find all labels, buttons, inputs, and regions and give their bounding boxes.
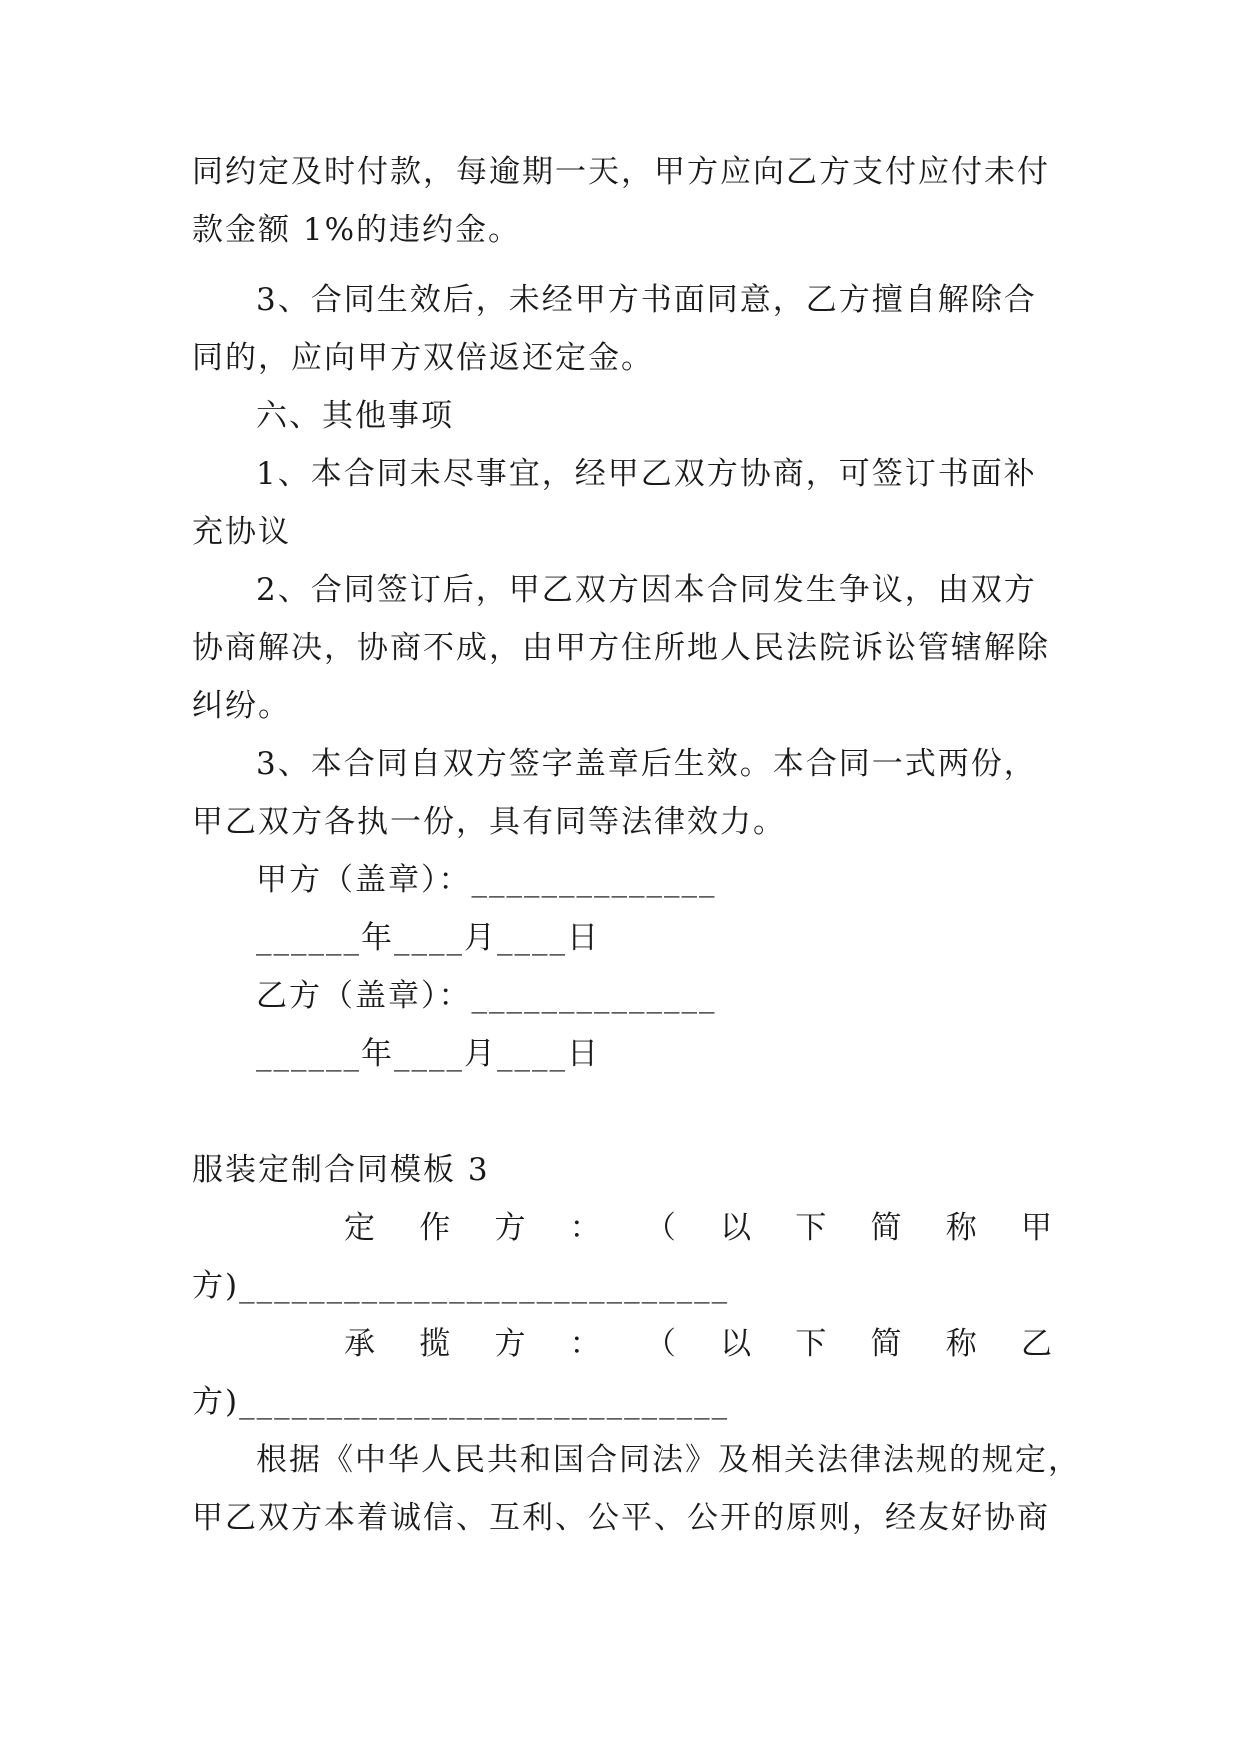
text-line: 3、本合同自双方签字盖章后生效。本合同一式两份，: [256, 746, 1037, 782]
party-a-name-blank: 方)____________________________: [192, 1268, 730, 1304]
text-line: 3、合同生效后，未经甲方书面同意，乙方擅自解除合: [256, 282, 1037, 318]
text-line: 同约定及时付款，每逾期一天，甲方应向乙方支付应付未付: [192, 154, 1050, 190]
text-line: 甲乙双方各执一份，具有同等法律效力。: [192, 804, 786, 840]
text-line: 款金额 1%的违约金。: [192, 212, 522, 248]
text-line: 2、合同签订后，甲乙双方因本合同发生争议，由双方: [256, 572, 1037, 608]
text-line: 充协议: [192, 514, 291, 550]
text-line: 纠纷。: [192, 688, 291, 724]
text-line: 同的，应向甲方双倍返还定金。: [192, 340, 654, 376]
party-b-date: ______年____月____日: [256, 1036, 600, 1072]
section-heading: 六、其他事项: [256, 398, 454, 434]
text-line: 根据《中华人民共和国合同法》及相关法律法规的规定，: [256, 1442, 1081, 1478]
party-a-date: ______年____月____日: [256, 920, 600, 956]
text-line: 协商解决，协商不成，由甲方住所地人民法院诉讼管辖解除: [192, 630, 1050, 666]
text-line: 甲乙双方本着诚信、互利、公平、公开的原则，经友好协商: [192, 1500, 1050, 1536]
party-a-spread-line: 定 作 方 ： （ 以 下 简 称 甲: [344, 1210, 1052, 1246]
party-b-signature: 乙方（盖章）：______________: [256, 978, 717, 1014]
party-a-signature: 甲方（盖章）：______________: [256, 862, 717, 898]
contract-title: 服装定制合同模板 3: [192, 1152, 490, 1188]
party-b-name-blank: 方)____________________________: [192, 1384, 730, 1420]
text-line: 1、本合同未尽事宜，经甲乙双方协商，可签订书面补: [256, 456, 1037, 492]
party-b-spread-line: 承 揽 方 ： （ 以 下 简 称 乙: [344, 1326, 1052, 1362]
